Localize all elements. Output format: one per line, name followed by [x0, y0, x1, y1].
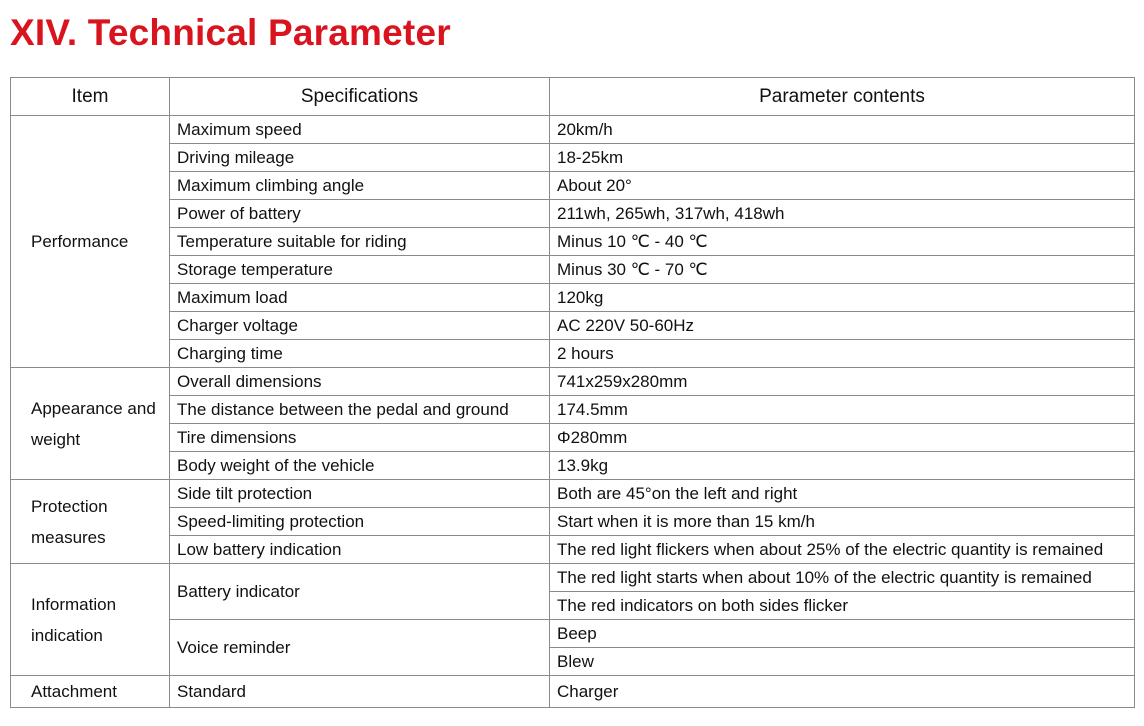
parameter-cell: Both are 45°on the left and right	[550, 480, 1135, 508]
table-row	[11, 452, 1135, 480]
specification-cell: Driving mileage	[170, 144, 550, 172]
table-row	[11, 200, 1135, 228]
specification-cell: Maximum load	[170, 284, 550, 312]
specification-cell: Power of battery	[170, 200, 550, 228]
table-row	[11, 676, 1135, 708]
parameter-cell: Blew	[550, 648, 1135, 676]
table-row	[11, 536, 1135, 564]
parameter-cell: Minus 30 ℃ - 70 ℃	[550, 256, 1135, 284]
parameter-cell: Minus 10 ℃ - 40 ℃	[550, 228, 1135, 256]
specification-cell: Voice reminder	[170, 620, 550, 676]
table-row	[11, 340, 1135, 368]
technical-parameter-table	[10, 77, 1135, 708]
parameter-cell: 211wh, 265wh, 317wh, 418wh	[550, 200, 1135, 228]
parameter-cell: 13.9kg	[550, 452, 1135, 480]
specification-cell: Tire dimensions	[170, 424, 550, 452]
parameter-cell: 2 hours	[550, 340, 1135, 368]
specification-cell: Temperature suitable for riding	[170, 228, 550, 256]
item-cell: Protection measures	[11, 480, 170, 564]
table-row	[11, 116, 1135, 144]
parameter-cell: 741x259x280mm	[550, 368, 1135, 396]
parameter-cell: The red indicators on both sides flicker	[550, 592, 1135, 620]
specification-cell: Battery indicator	[170, 564, 550, 620]
specification-cell: Body weight of the vehicle	[170, 452, 550, 480]
parameter-cell: About 20°	[550, 172, 1135, 200]
parameter-cell: 18-25km	[550, 144, 1135, 172]
header-parameter-contents: Parameter contents	[550, 78, 1135, 116]
specification-cell: Overall dimensions	[170, 368, 550, 396]
parameter-cell: AC 220V 50-60Hz	[550, 312, 1135, 340]
header-specifications: Specifications	[170, 78, 550, 116]
specification-cell: Maximum speed	[170, 116, 550, 144]
page-title: XIV. Technical Parameter	[10, 12, 451, 53]
parameter-cell: Charger	[550, 676, 1135, 708]
specification-cell: Low battery indication	[170, 536, 550, 564]
item-cell: Appearance and weight	[11, 368, 170, 480]
specification-cell: Standard	[170, 676, 550, 708]
item-cell: Information indication	[11, 564, 170, 676]
parameter-cell: Φ280mm	[550, 424, 1135, 452]
header-item: Item	[11, 78, 170, 116]
table-row	[11, 284, 1135, 312]
specification-cell: Charger voltage	[170, 312, 550, 340]
table-row	[11, 228, 1135, 256]
header-row	[11, 78, 1135, 116]
table-row	[11, 312, 1135, 340]
table-row	[11, 424, 1135, 452]
item-cell: Performance	[11, 116, 170, 368]
parameter-cell: Beep	[550, 620, 1135, 648]
parameter-cell: 174.5mm	[550, 396, 1135, 424]
parameter-cell: The red light flickers when about 25% of the electric quantity is remained	[550, 536, 1135, 564]
table-row	[11, 396, 1135, 424]
specification-cell: Side tilt protection	[170, 480, 550, 508]
table-row	[11, 368, 1135, 396]
parameter-cell: 20km/h	[550, 116, 1135, 144]
table-row	[11, 256, 1135, 284]
table-body	[11, 116, 1135, 708]
table-row	[11, 144, 1135, 172]
specification-cell: Maximum climbing angle	[170, 172, 550, 200]
table-row	[11, 480, 1135, 508]
specification-cell: The distance between the pedal and ground	[170, 396, 550, 424]
parameter-cell: 120kg	[550, 284, 1135, 312]
specification-cell: Storage temperature	[170, 256, 550, 284]
parameter-cell: The red light starts when about 10% of the electric quantity is remained	[550, 564, 1135, 592]
specification-cell: Charging time	[170, 340, 550, 368]
item-cell: Attachment	[11, 676, 170, 708]
table-row	[11, 564, 1135, 592]
table-row	[11, 508, 1135, 536]
table-row	[11, 172, 1135, 200]
specification-cell: Speed-limiting protection	[170, 508, 550, 536]
table-row	[11, 620, 1135, 648]
parameter-cell: Start when it is more than 15 km/h	[550, 508, 1135, 536]
